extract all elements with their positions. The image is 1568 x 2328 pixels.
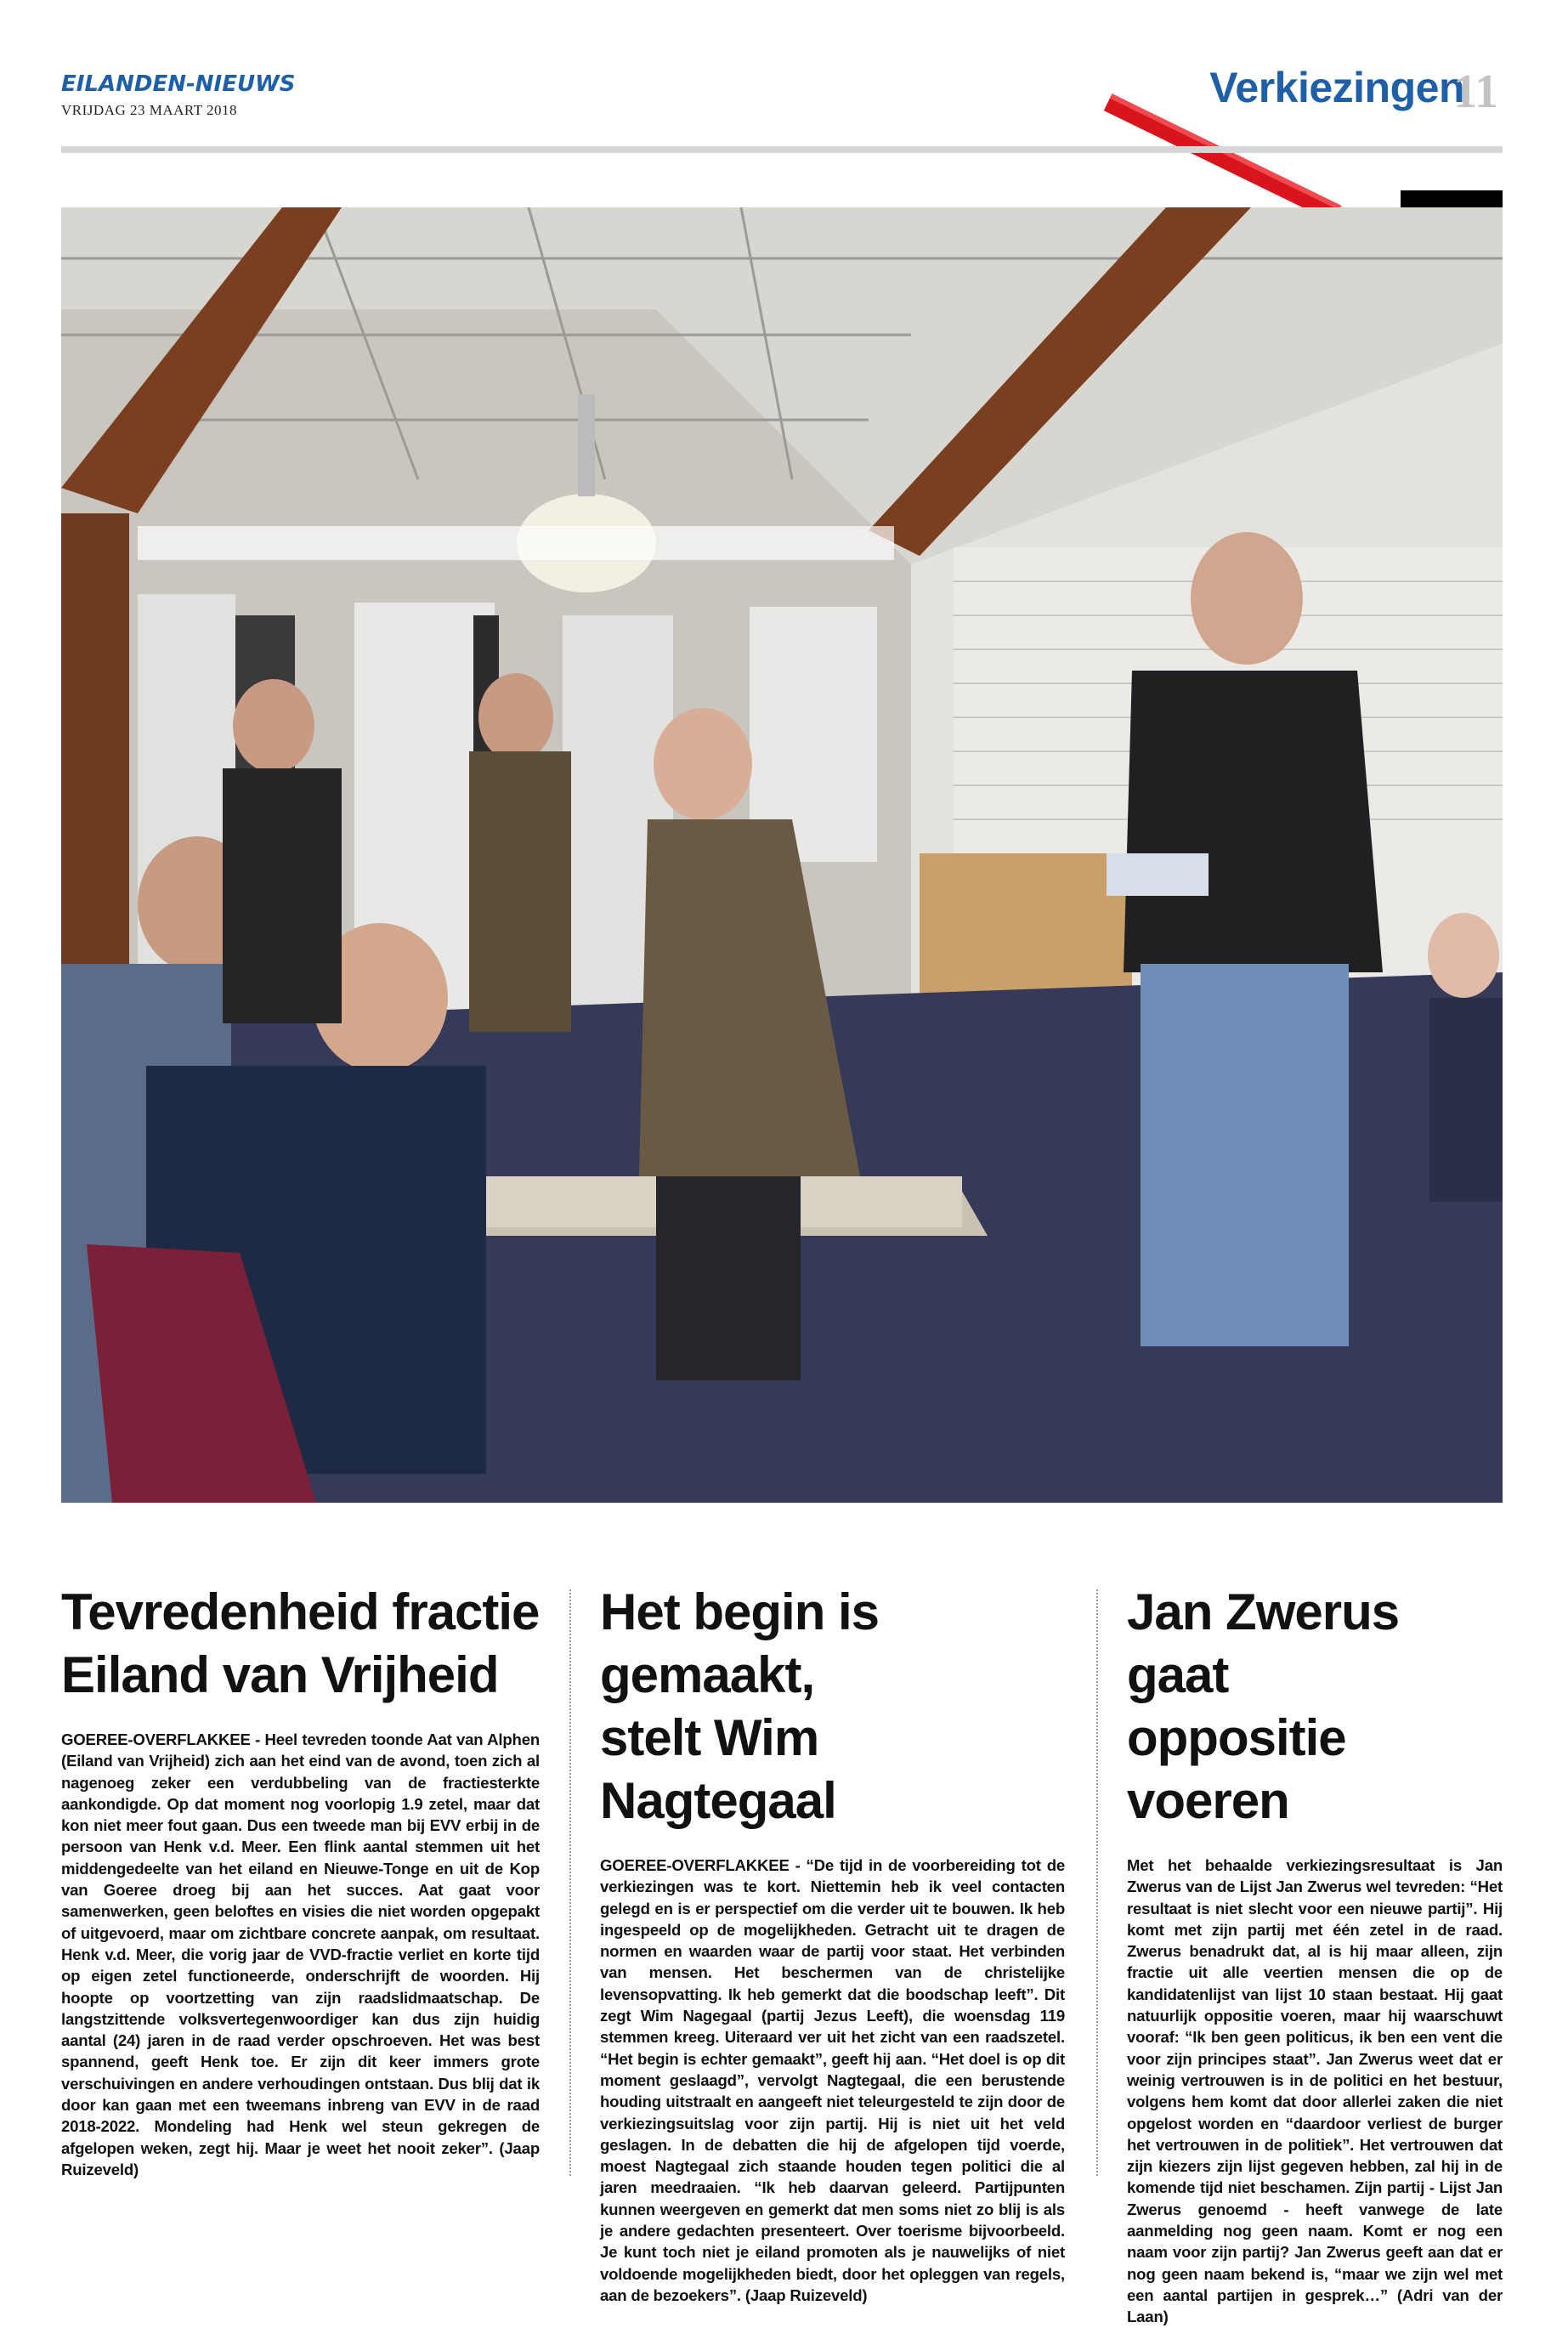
headline-line-1: Tevredenheid fractie [61, 1583, 540, 1640]
article-jan-zwerus [1127, 1581, 1503, 2328]
section-title: Verkiezingen [1209, 64, 1464, 111]
article-headline [600, 1581, 1065, 1832]
article-body: Met het behaalde verkiezingsresultaat is Jan Zwerus van de Lijst Jan Zwerus wel tevreden: “Het resultaat is niet slecht voor een nieuwe partij”. Hij komt met zijn partij met één zetel in de raad. Zwerus benadrukt dat, al is hij maar alleen, zijn fractie uit alle veertien mensen die op de kandidatenlijst van lijst 10 staan bestaat. Hij gaat natuurlijk oppositie voeren, maar hij waarschuwt vooraf: “Ik ben geen politicus, ik ben een vent die voor zijn principes staat”. Jan Zwerus weet dat er weinig vertrouwen is in de politici en het bestuur, volgens hem komt dat door allerlei zaken die niet opgelost worden en “daardoor verliest de burger het vertrouwen in de politiek”. Het vertrouwen dat zijn kiezers zijn lijst gegeven hebben, zal hij in de komende tijd niet beschamen. Zijn partij - Lijst Jan Zwerus genoemd - heeft vanwege de late aanmelding nog geen naam. Komt er nog een naam voor zijn partij? Jan Zwerus geeft aan dat er nog geen naam bekend is, “maar we zijn wel met een aantal partijen in gesprek…” (Adri van der Laan) [1127, 1856, 1503, 2326]
headline-line-1: Het begin is gemaakt, [600, 1583, 880, 1703]
page-number: 11 [1453, 65, 1498, 118]
article-body: GOEREE-OVERFLAKKEE - “De tijd in de voorbereiding tot de verkiezingen was te kort. Niettemin heb ik veel contacten gelegd en is er perspectief om die verder uit te bouwen. Ik heb ingespeeld op de mogelijkheden. Getracht uit te dragen de normen en waarden waar de partij voor staat. Het verbinden van mensen. Het beschermen van de christelijke levensopvatting. Ik heb gemerkt dat die boodschap leeft”. Dit zegt Wim Nagegaal (partij Jezus Leeft), die woensdag 119 stemmen kreeg. Uiteraard ver uit het zicht van een raadszetel. “Het begin is echter gemaakt”, geeft hij aan. “Het doel is op dit moment geslaagd”, vervolgt Nagtegaal, die een berustende houding uitstraalt en aangeeft niet teleurgesteld te zijn door de verkiezingsuitslag voor zijn partij. Hij is niet uit het veld geslagen. In de debatten die hij de afgelopen tijd voerde, moest Nagtegaal zich staande houden tegen politici die al jaren meedraaien. “Ik heb daarvan geleerd. Partijpunten kunnen weergeven en gemerkt dat men soms niet zo blij is als je andere gedachten presenteert. Over toerisme bijvoorbeeld. Je kunt toch niet je eiland promoten als je nauwelijks of niet voldoende mogelijkheden biedt, door het opleggen van regels, aan de bezoekers”. (Jaap Ruizeveld) [600, 1856, 1065, 2304]
headline-line-2: stelt Wim Nagtegaal [600, 1709, 836, 1829]
article-wim-nagtegaal [600, 1581, 1065, 2306]
article-headline [1127, 1581, 1503, 1832]
polling-station-photo [61, 207, 1503, 1503]
article-headline [61, 1581, 540, 1707]
article-body: GOEREE-OVERFLAKKEE - Heel tevreden toonde Aat van Alphen (Eiland van Vrijheid) zich aan het eind van de avond, toen zich al nagenoeg zeker een verdubbeling van de fractiesterkte aankondigde. Op dat moment nog voorlopig 1.9 zetel, maar dat kon niet meer fout gaan. Dus een tweede man bij EVV erbij in de persoon van Henk v.d. Meer. Een flink aantal stemmen uit het middengedeelte van het eiland en Nieuwe-Tonge en uit de Kop van Goeree droeg bij aan het succes. Aat gaat voor samenwerken, geen beloftes en visies die niet worden opgepakt of uitgevoerd, maar om zichtbare concrete aanpak, om resultaat. Henk v.d. Meer, die vorig jaar de VVD-fractie verliet en korte tijd op eigen zetel functioneerde, onderschrijft de woorden. Hij hoopte op voortzetting van zijn raadslidmaatschap. De langstzittende volksvertegenwoordiger kan dus zijn huidig aantal (24) jaren in de raad verder opschroeven. Het was best spannend, geeft Henk toe. Er zijn dit keer immers grote verschuivingen en andere verhoudingen ontstaan. Dus blij dat ik door kan gaan met een tweemans inbreng van EVV in de raad 2018-2022. Mondeling had Henk wel steun gekregen de afgelopen weken, zegt hij. Maar je weet het nooit zeker”. (Jaap Ruizeveld) [61, 1730, 540, 2178]
header-rule [61, 146, 1503, 153]
masthead [61, 71, 296, 119]
column-divider [569, 1589, 571, 2176]
headline-line-2: Eiland van Vrijheid [61, 1646, 499, 1703]
article-eiland-van-vrijheid [61, 1581, 540, 2180]
issue-date: VRIJDAG 23 MAART 2018 [61, 102, 238, 118]
column-divider [1096, 1589, 1098, 2176]
headline-line-2: oppositie voeren [1127, 1709, 1346, 1829]
newspaper-logo: EILANDEN-NIEUWS [61, 71, 296, 97]
headline-line-1: Jan Zwerus gaat [1127, 1583, 1400, 1703]
